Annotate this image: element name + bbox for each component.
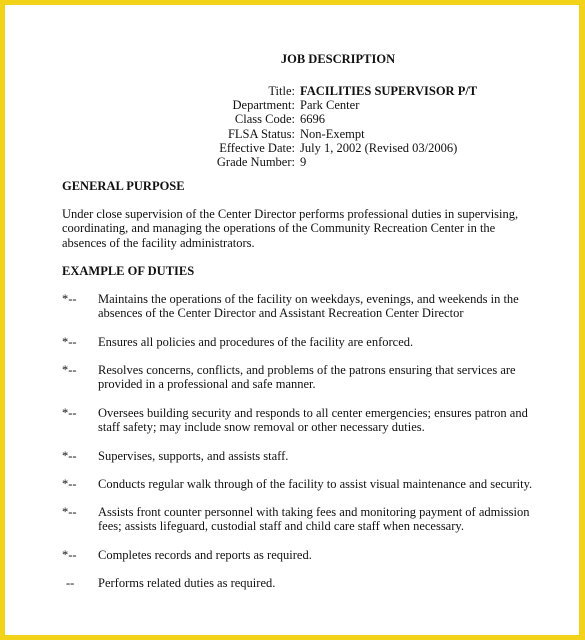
meta-row-flsa-status (5, 127, 477, 141)
meta-label: FLSA Status: (227, 126, 295, 141)
meta-value: 6696 (300, 112, 325, 127)
meta-value: FACILITIES SUPERVISOR P/T (300, 84, 478, 98)
meta-row-department (5, 98, 477, 112)
meta-label: Title: (268, 84, 295, 98)
bullet-marker: *-- (62, 505, 77, 519)
duty-text: Performs related duties as required. (98, 576, 276, 590)
meta-label: Grade Number: (216, 155, 295, 170)
duty-text: Assists front counter personnel with taking fees and monitoring payment of admission fees; assists lifeguard, custodial staff and child care staff when necessary. (98, 505, 530, 534)
duty-text: Ensures all policies and procedures of the facility are enforced. (98, 335, 414, 349)
bullet-marker: -- (66, 576, 75, 590)
meta-value: 9 (300, 155, 307, 170)
bullet-marker: *-- (62, 449, 77, 463)
document-page (5, 5, 579, 635)
meta-row-effective-date (5, 141, 477, 155)
general-purpose-heading: GENERAL PURPOSE (62, 179, 185, 193)
meta-row-grade-number (5, 155, 477, 169)
duty-text: Maintains the operations of the facility on weekdays, evenings, and weekends in the absences of the Center Director and Assistant Recreation Center Director (98, 292, 519, 321)
bullet-marker: *-- (62, 548, 77, 562)
duty-text: Completes records and reports as required. (98, 548, 312, 562)
meta-value: Park Center (300, 98, 360, 113)
duty-text: Oversees building security and responds to all center emergencies; ensures patron and staff safety; may include snow removal or other necessary duties. (98, 406, 528, 435)
bullet-marker: *-- (62, 406, 77, 420)
meta-label: Effective Date: (219, 140, 295, 155)
meta-label: Class Code: (234, 112, 295, 127)
meta-row-class-code (5, 112, 477, 126)
bullet-marker: *-- (62, 335, 77, 349)
meta-value: July 1, 2002 (Revised 03/2006) (300, 140, 458, 155)
bullet-marker: *-- (62, 292, 77, 306)
meta-value: Non-Exempt (300, 126, 365, 141)
general-purpose-text: Under close supervision of the Center Director performs professional duties in supervising, coordinating, and managing the operations of the Community Recreation Center in the absences of the facility administrators. (62, 207, 519, 250)
bullet-marker: *-- (62, 363, 77, 377)
duty-text: Conducts regular walk through of the facility to assist visual maintenance and security. (98, 477, 533, 491)
duty-text: Resolves concerns, conflicts, and problems of the patrons ensuring that services are provided in a professional and safe manner. (98, 363, 516, 392)
meta-label: Department: (232, 98, 295, 113)
bullet-marker: *-- (62, 477, 77, 491)
duty-text: Supervises, supports, and assists staff. (98, 449, 289, 463)
document-heading: JOB DESCRIPTION (280, 52, 396, 66)
meta-row-title (5, 84, 477, 98)
job-meta-block (5, 84, 477, 169)
duties-heading: EXAMPLE OF DUTIES (62, 264, 195, 278)
